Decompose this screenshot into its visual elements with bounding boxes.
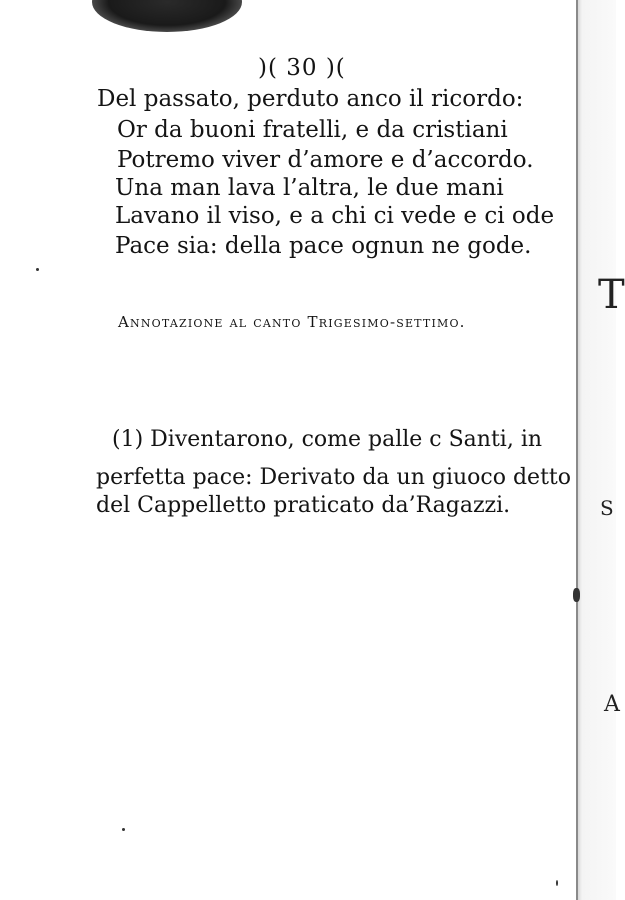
- verse-line: Or da buoni fratelli, e da cristiani: [117, 117, 508, 143]
- verse-line: Del passato, perduto anco il ricordo:: [97, 86, 524, 112]
- verse-line: Pace sia: della pace ognun ne gode.: [115, 233, 532, 259]
- paper-speck: [122, 828, 125, 831]
- page-gutter-line: [576, 0, 578, 900]
- paper-speck: [556, 880, 558, 886]
- facing-page-glyph: S: [600, 496, 614, 520]
- annotation-heading: Annotazione al canto Trigesimo-settimo.: [118, 313, 466, 331]
- facing-page-glyph: T: [598, 272, 625, 318]
- page-number: )( 30 )(: [258, 55, 346, 81]
- footnote-line: perfetta pace: Derivato da un giuoco detto: [96, 465, 571, 490]
- verse-line: Potremo viver d’amore e d’accordo.: [117, 147, 534, 173]
- verse-line: Lavano il viso, e a chi ci vede e ci ode: [115, 203, 555, 229]
- ink-blot: [573, 588, 580, 602]
- binding-stain: [92, 0, 242, 32]
- footnote-line: del Cappelletto praticato da’Ragazzi.: [96, 493, 511, 518]
- facing-page-edge: [578, 0, 616, 900]
- paper-speck: [36, 268, 39, 271]
- facing-page-glyph: A: [604, 692, 620, 717]
- verse-line: Una man lava l’altra, le due mani: [115, 175, 504, 201]
- footnote-line: (1) Diventarono, come palle c Santi, in: [112, 427, 543, 452]
